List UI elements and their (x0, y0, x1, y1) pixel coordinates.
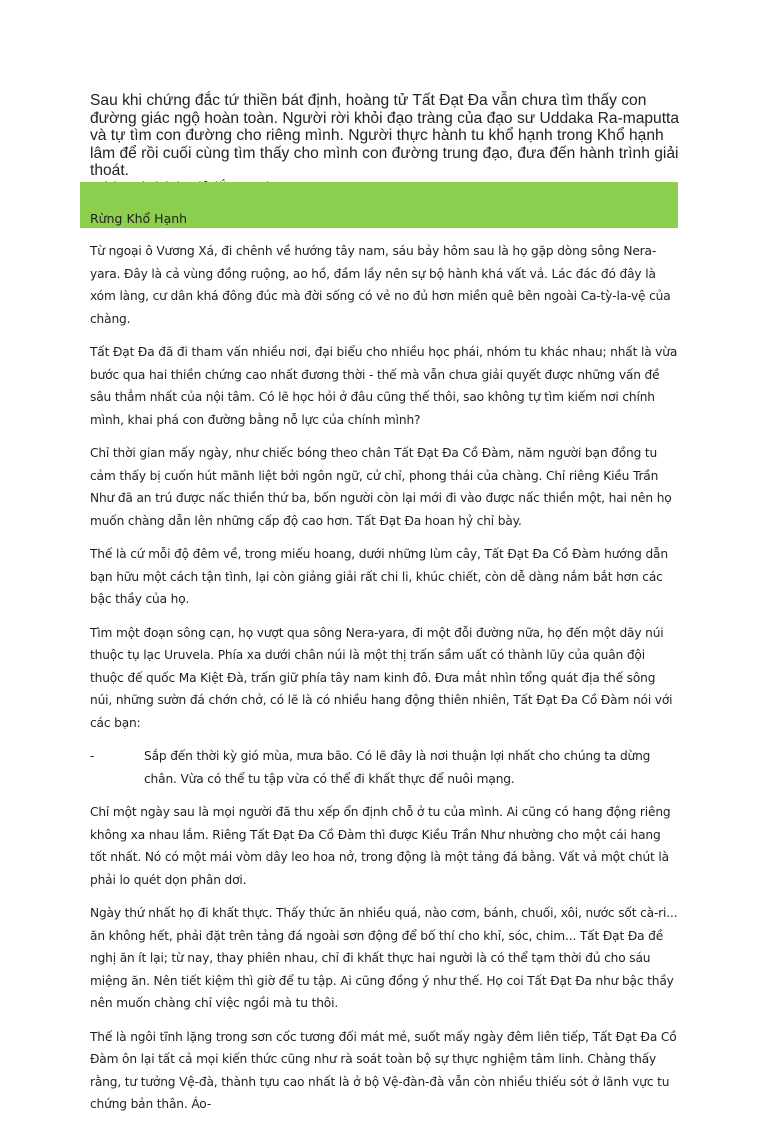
dialogue-paragraph (90, 745, 680, 790)
story-paragraph: Chỉ một ngày sau là mọi người đã thu xếp ổn định chỗ ở tu của mình. Ai cũng có hang động riêng không xa nhau lắm. Riêng Tất Đạt Đa Cồ Đàm thì được Kiều Trần Như nhường cho một cái hang tốt nhất. Nó có một mái vòm dây leo hoa nở, trong động là một tảng đá bằng. Vất vả một chút là phải lo quét dọn phân dơi. (90, 805, 671, 887)
intro-paragraph: Sau khi chứng đắc tứ thiền bát định, hoàng tử Tất Đạt Đa vẫn chưa tìm thấy con đường giác ngộ hoàn toàn. Người rời khỏi đạo tràng của đạo sư Uddaka Ra-maputta và tự tìm con đường cho riêng mình. Người thực hành tu khổ hạnh trong Khổ hạnh lâm để rồi cuối cùng tìm thấy cho mình con đường trung đạo, đưa đến hành trình giải thoát. (90, 92, 680, 180)
story-paragraph: Từ ngoại ô Vương Xá, đi chênh về hướng tây nam, sáu bảy hôm sau là họ gặp dòng sông Nera-yara. Đây là cả vùng đồng ruộng, ao hồ, đầm lầy nên sự bộ hành khá vất vả. Lác đác đó đây là xóm làng, cư dân khá đông đúc mà đời sống có vẻ no đủ hơn miền quê bên ngoài Ca-tỳ-la-vệ của chàng. (90, 244, 671, 326)
story-paragraph: Chỉ thời gian mấy ngày, như chiếc bóng theo chân Tất Đạt Đa Cồ Đàm, năm người bạn đồng tu cảm thấy bị cuốn hút mãnh liệt bởi ngôn ngữ, cử chỉ, phong thái của chàng. Chỉ riêng Kiều Trần Như đã an trú được nấc thiền thứ ba, bốn người còn lại mới đi vào được nấc thiền một, hai nên họ muốn chàng dẫn lên những cấp độ cao hơn. Tất Đạt Đa hoan hỷ chỉ bày. (90, 446, 672, 528)
dialogue-dash: - (90, 749, 95, 763)
story-paragraph: Thế là ngôi tĩnh lặng trong sơn cốc tương đối mát mẻ, suốt mấy ngày đêm liên tiếp, Tất Đạt Đa Cồ Đàm ôn lại tất cả mọi kiến thức cũng như rà soát toàn bộ sự thực nghiệm tâm linh. Chàng thấy rằng, tư tưởng Vệ-đà, thành tựu cao nhất là ở bộ Vệ-đàn-đà vẫn còn nhiều thiếu sót ở lãnh vực tu chứng bản thân. Áo- (90, 1029, 677, 1111)
story-paragraph: Tìm một đoạn sông cạn, họ vượt qua sông Nera-yara, đi một đỗi đường nữa, họ đến một dãy núi thuộc tụ lạc Uruvela. Phía xa dưới chân núi là một thị trấn sầm uất có thành lũy của quân đội thuộc đế quốc Ma Kiệt Đà, trấn giữ phía tây nam kinh đô. Đưa mắt nhìn tổng quát địa thế sông núi, những sườn đá chớn chở, có lẽ là có nhiều hang động thiên nhiên, Tất Đạt Đa Cồ Đàm nói với các bạn: (90, 625, 673, 730)
dialogue-text: Sắp đến thời kỳ gió mùa, mưa bão. Có lẽ đây là nơi thuận lợi nhất cho chúng ta dừng chân. Vừa có thể tu tập vừa có thể đi khất thực để nuôi mạng. (144, 749, 651, 786)
section-title: Rừng Khổ Hạnh (90, 211, 188, 226)
story-body (90, 240, 680, 1127)
section-banner (80, 182, 678, 228)
story-paragraph: Thế là cứ mỗi độ đêm về, trong miếu hoang, dưới những lùm cây, Tất Đạt Đa Cồ Đàm hướng dẫn bạn hữu một cách tận tình, lại còn giảng giải rất chi li, khúc chiết, còn dễ dàng nắm bắt hơn các bậc thầy của họ. (90, 547, 668, 606)
story-paragraph: Ngày thứ nhất họ đi khất thực. Thấy thức ăn nhiều quá, nào cơm, bánh, chuối, xôi, nước sốt cà-ri... ăn không hết, phải đặt trên tảng đá ngoài sơn động để bố thí cho khỉ, sóc, chim... Tất Đạt Đa đề nghị ăn ít lại; từ nay, thay phiên nhau, chỉ đi khất thực hai người là có thể tạm thời đủ cho sáu miệng ăn. Nên tiết kiệm thì giờ để tu tập. Ai cũng đồng ý như thế. Họ coi Tất Đạt Đa như bậc thầy nên muốn chàng chỉ việc ngồi mà tu thôi. (90, 906, 678, 1010)
story-paragraph: Tất Đạt Đa đã đi tham vấn nhiều nơi, đại biểu cho nhiều học phái, nhóm tu khác nhau; nhất là vừa bước qua hai thiền chứng cao nhất đương thời - thế mà vẫn chưa giải quyết được những vấn đề sâu thẳm nhất của nội tâm. Có lẽ học hỏi ở đâu cũng thế thôi, sao không tự tìm kiếm nơi chính mình, khai phá con đường bằng nỗ lực của chính mình? (90, 345, 678, 427)
